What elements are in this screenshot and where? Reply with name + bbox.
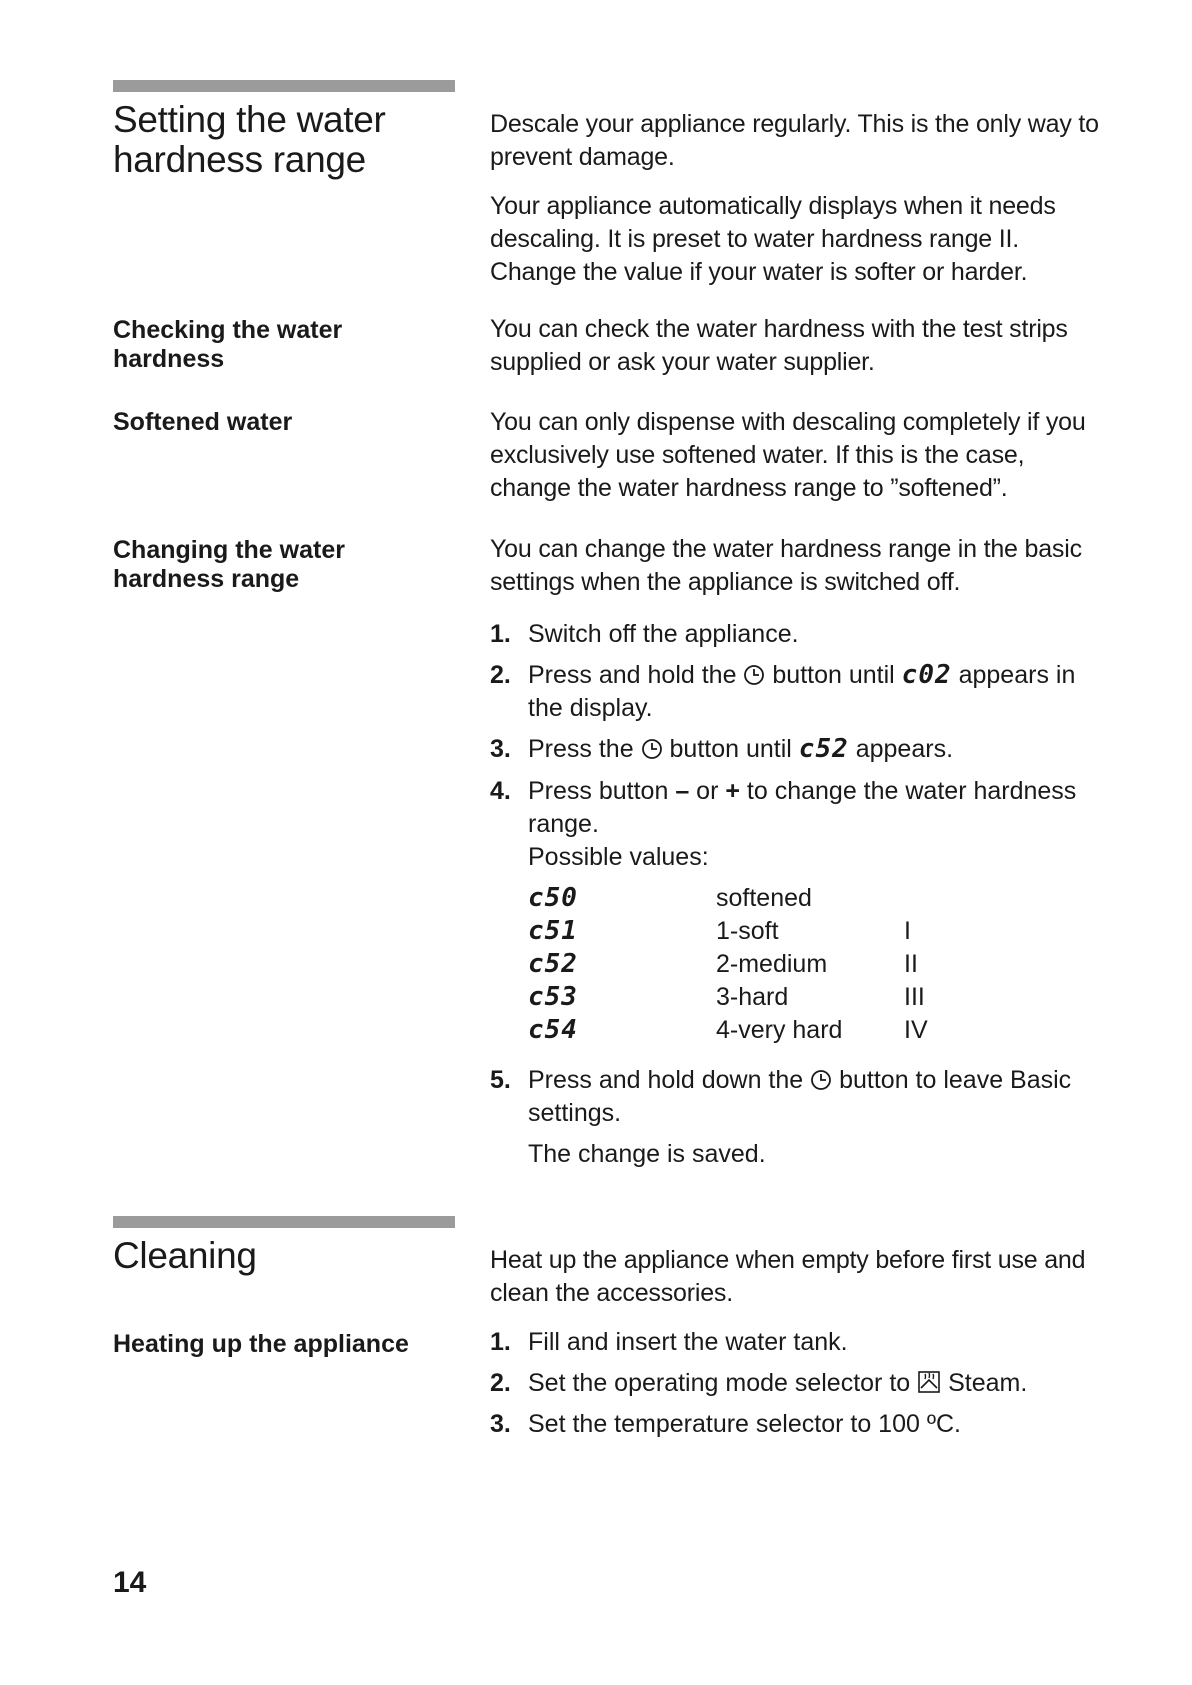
changing-heading: Changing the water hardness range: [113, 536, 345, 593]
clock-icon: [810, 1069, 832, 1091]
step-5-result: The change is saved.: [528, 1140, 766, 1168]
clock-icon: [743, 664, 765, 686]
intro-paragraph-1: Descale your appliance regularly. This is the only way to prevent damage.: [490, 110, 1099, 171]
step-4: 4. Press button – or + to change the water hardness range. Possible values:: [490, 777, 1077, 871]
section-title: Setting the water hardness range: [113, 99, 386, 180]
display-code: c52: [798, 734, 849, 764]
checking-text: You can check the water hardness with the test strips supplied or ask your water supplier.: [490, 315, 1068, 376]
step-2: 2. Press and hold the button until c02 appears in the display.: [490, 660, 1076, 722]
cleaning-title: Cleaning: [113, 1235, 257, 1276]
intro-paragraph-2: Your appliance automatically displays when it needs descaling. It is preset to water hardness range II. Change the value if your water is softer or harder.: [490, 192, 1056, 286]
section-divider-bar: [113, 80, 455, 92]
minus-button-symbol: –: [675, 777, 690, 805]
heating-heading: Heating up the appliance: [113, 1330, 409, 1358]
cleaning-intro: Heat up the appliance when empty before first use and clean the accessories.: [490, 1246, 1086, 1307]
step-3: 3. Press the button until c52 appears.: [490, 734, 954, 764]
display-code: c02: [901, 660, 952, 690]
softened-heading: Softened water: [113, 408, 293, 436]
clock-icon: [641, 738, 663, 760]
cleaning-step-3: 3. Set the temperature selector to 100 ºC.: [490, 1410, 961, 1438]
step-5: 5. Press and hold down the button to leave Basic settings.: [490, 1066, 1072, 1127]
plus-button-symbol: +: [725, 777, 740, 805]
softened-text: You can only dispense with descaling completely if you exclusively use softened water. If this is the case, change the water hardness range to ”softened”.: [490, 408, 1086, 502]
steam-icon: [917, 1370, 941, 1394]
changing-text: You can change the water hardness range in the basic settings when the appliance is switched off.: [490, 535, 1082, 596]
page-number: 14: [113, 1566, 147, 1599]
section-divider-bar: [113, 1216, 455, 1228]
checking-heading: Checking the water hardness: [113, 316, 343, 373]
cleaning-step-1: 1. Fill and insert the water tank.: [490, 1328, 848, 1356]
cleaning-step-2: 2. Set the operating mode selector to Steam.: [490, 1369, 1028, 1397]
step-1: 1. Switch off the appliance.: [490, 620, 799, 648]
